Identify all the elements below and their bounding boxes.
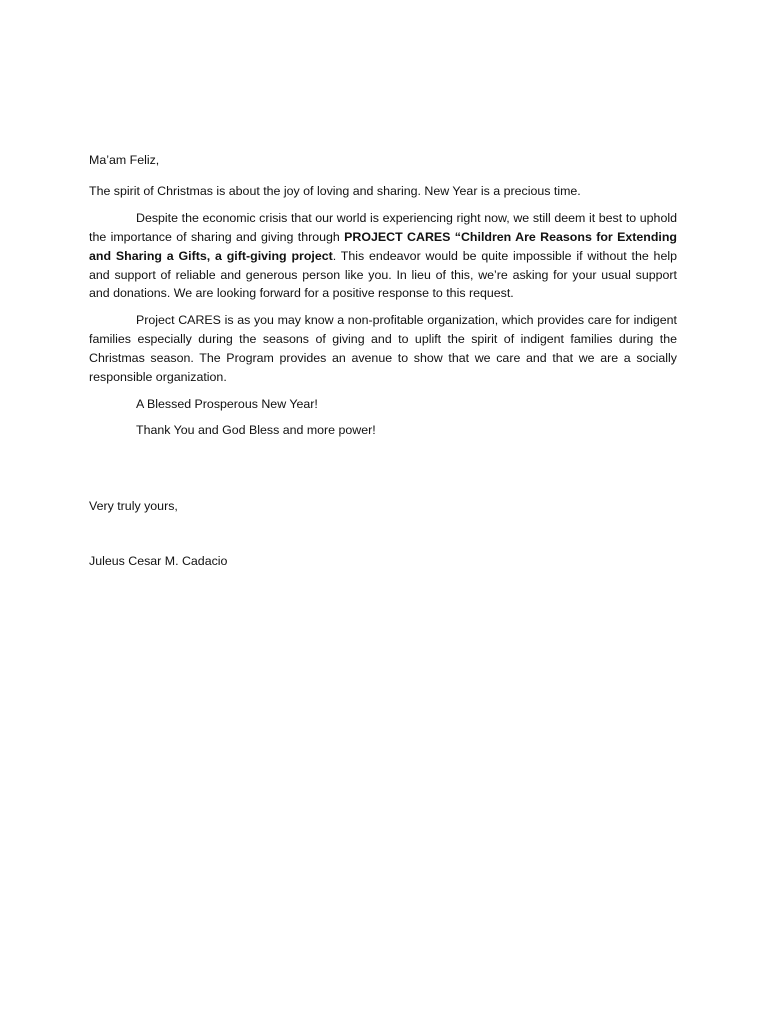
thanks-line: Thank You and God Bless and more power! <box>136 422 376 437</box>
project-name-bold: PROJECT CARES “Children Are Reasons for Extending and Sharing a Gifts, a gift-giving project <box>89 229 677 263</box>
new-year-wish: A Blessed Prosperous New Year! <box>136 396 318 411</box>
paragraph-appeal-text-1: Despite the economic crisis that our world is experiencing right now, we still deem it best to uphold the importance of sharing and giving through <box>89 210 677 244</box>
paragraph-appeal <box>89 209 677 304</box>
closing-line: Very truly yours, <box>89 498 178 513</box>
paragraph-appeal-text-2: . This endeavor would be quite impossible if without the help and support of reliable and generous person like you. In lieu of this, we’re asking for your usual support and donations. We are looking forward for a positive response to this request. <box>89 248 677 301</box>
paragraph-about: Project CARES is as you may know a non-profitable organization, which provides care for indigent families especially during the seasons of giving and to uplift the spirit of indigent families during the Christmas season. The Program provides an avenue to show that we care and that we are a socially responsible organization. <box>89 313 677 385</box>
intro-line: The spirit of Christmas is about the joy of loving and sharing. New Year is a precious time. <box>89 183 581 198</box>
signature-name: Juleus Cesar M. Cadacio <box>89 553 228 568</box>
salutation: Ma’am Feliz, <box>89 153 160 167</box>
letter-body <box>89 151 677 571</box>
